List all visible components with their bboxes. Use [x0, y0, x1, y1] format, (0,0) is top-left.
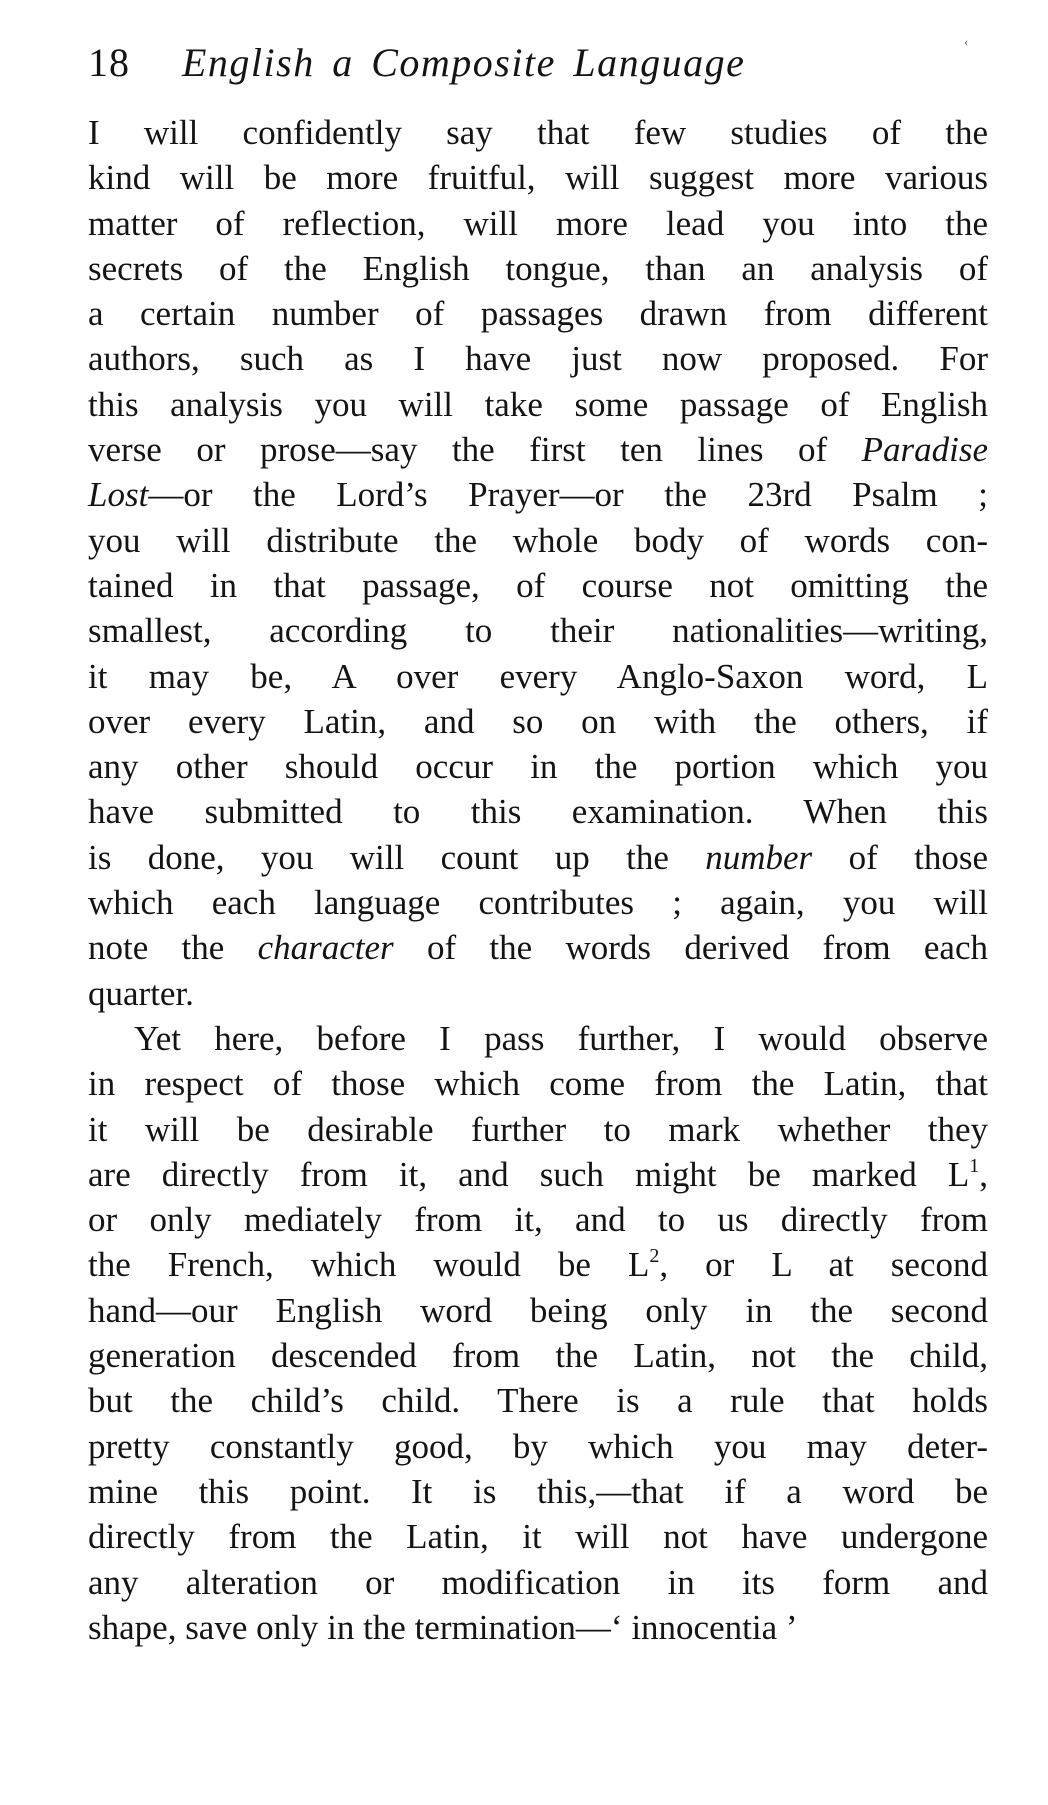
- text-segment: secrets of the English tongue, than an analysis of: [88, 248, 988, 288]
- text-segment: verse or prose—say the first ten lines of: [88, 430, 862, 470]
- text-line: [88, 608, 988, 653]
- text-line: [88, 789, 988, 834]
- text-line: [88, 654, 988, 699]
- text-line: [88, 246, 988, 291]
- text-segment: kind will be more fruitful, will suggest more various: [88, 158, 988, 198]
- text-segment: any alteration or modification in its form and: [88, 1562, 988, 1602]
- text-segment: the French, which would be L: [88, 1245, 650, 1285]
- text-line: [88, 291, 988, 336]
- text-line: [88, 1107, 988, 1152]
- text-segment: it will be desirable further to mark whether they: [88, 1109, 988, 1149]
- text-line: [88, 1061, 988, 1106]
- text-segment: tained in that passage, of course not omitting the: [88, 565, 988, 605]
- text-segment: of the words derived from each: [393, 928, 988, 968]
- text-line: [88, 744, 988, 789]
- text-segment: but the child’s child. There is a rule that holds: [88, 1381, 988, 1421]
- text-line: [88, 1242, 988, 1287]
- text-line: [88, 1378, 988, 1423]
- text-line: [88, 971, 988, 1016]
- text-segment: , or L at second: [659, 1245, 988, 1285]
- text-line: [88, 201, 988, 246]
- text-line: [88, 336, 988, 381]
- text-line: [88, 1197, 988, 1242]
- text-line: [88, 925, 988, 970]
- text-segment: quarter.: [88, 973, 194, 1013]
- text-line: [88, 563, 988, 608]
- text-segment: smallest, according to their nationalities—writing,: [88, 611, 988, 651]
- text-segment: in respect of those which come from the Latin, that: [88, 1064, 988, 1104]
- text-segment: over every Latin, and so on with the others, if: [88, 701, 988, 741]
- text-segment: pretty constantly good, by which you may deter-: [88, 1426, 988, 1466]
- text-line: [88, 472, 988, 517]
- superscript: 1: [969, 1154, 980, 1177]
- text-segment: directly from the Latin, it will not have undergone: [88, 1517, 988, 1557]
- text-segment: matter of reflection, will more lead you into the: [88, 203, 988, 243]
- text-line: [88, 427, 988, 472]
- italic-text: Lost: [88, 475, 149, 515]
- text-segment: a certain number of passages drawn from different: [88, 294, 988, 334]
- text-segment: any other should occur in the portion which you: [88, 747, 988, 787]
- text-segment: which each language contributes ; again, you will: [88, 883, 988, 923]
- text-line: [88, 1605, 988, 1650]
- text-line: [88, 1152, 988, 1197]
- text-segment: note the: [88, 928, 258, 968]
- text-line: [88, 1424, 988, 1469]
- text-line: [88, 382, 988, 427]
- text-segment: Yet here, before I pass further, I would observe: [134, 1018, 988, 1058]
- text-line: [88, 155, 988, 200]
- print-mark: ‹: [964, 34, 969, 49]
- text-segment: this analysis you will take some passage of English: [88, 384, 988, 424]
- text-segment: it may be, A over every Anglo-Saxon word, L: [88, 656, 988, 696]
- text-line: [88, 880, 988, 925]
- text-segment: is done, you will count up the: [88, 837, 706, 877]
- text-line: [88, 1288, 988, 1333]
- text-segment: authors, such as I have just now proposed. For: [88, 339, 988, 379]
- italic-text: character: [257, 928, 394, 968]
- text-line: [88, 518, 988, 563]
- text-segment: shape, save only in the termination—‘ innocentia ’: [88, 1607, 798, 1647]
- italic-text: Paradise: [861, 430, 988, 470]
- text-segment: ,: [979, 1154, 988, 1194]
- running-head: [88, 28, 988, 98]
- text-segment: hand—our English word being only in the second: [88, 1290, 988, 1330]
- text-segment: or only mediately from it, and to us directly from: [88, 1200, 988, 1240]
- text-line: [88, 1469, 988, 1514]
- text-segment: you will distribute the whole body of words con-: [88, 520, 988, 560]
- text-segment: of those: [812, 837, 988, 877]
- page-number: 18: [88, 40, 130, 85]
- text-line: [88, 1333, 988, 1378]
- running-title: English a Composite Language: [182, 40, 746, 85]
- body-text: [88, 110, 988, 1650]
- italic-text: number: [705, 837, 813, 877]
- text-line: [88, 1016, 988, 1061]
- text-line: [88, 1514, 988, 1559]
- text-line: [88, 699, 988, 744]
- text-segment: I will confidently say that few studies of the: [88, 113, 988, 152]
- text-segment: are directly from it, and such might be marked L: [88, 1154, 970, 1194]
- text-line: [88, 835, 988, 880]
- text-segment: —or the Lord’s Prayer—or the 23rd Psalm ;: [148, 475, 988, 515]
- text-line: [88, 1560, 988, 1605]
- text-line: [88, 110, 988, 155]
- superscript: 2: [649, 1245, 660, 1268]
- text-segment: have submitted to this examination. When this: [88, 792, 988, 832]
- text-segment: generation descended from the Latin, not the child,: [88, 1336, 988, 1376]
- text-segment: mine this point. It is this,—that if a word be: [88, 1471, 988, 1511]
